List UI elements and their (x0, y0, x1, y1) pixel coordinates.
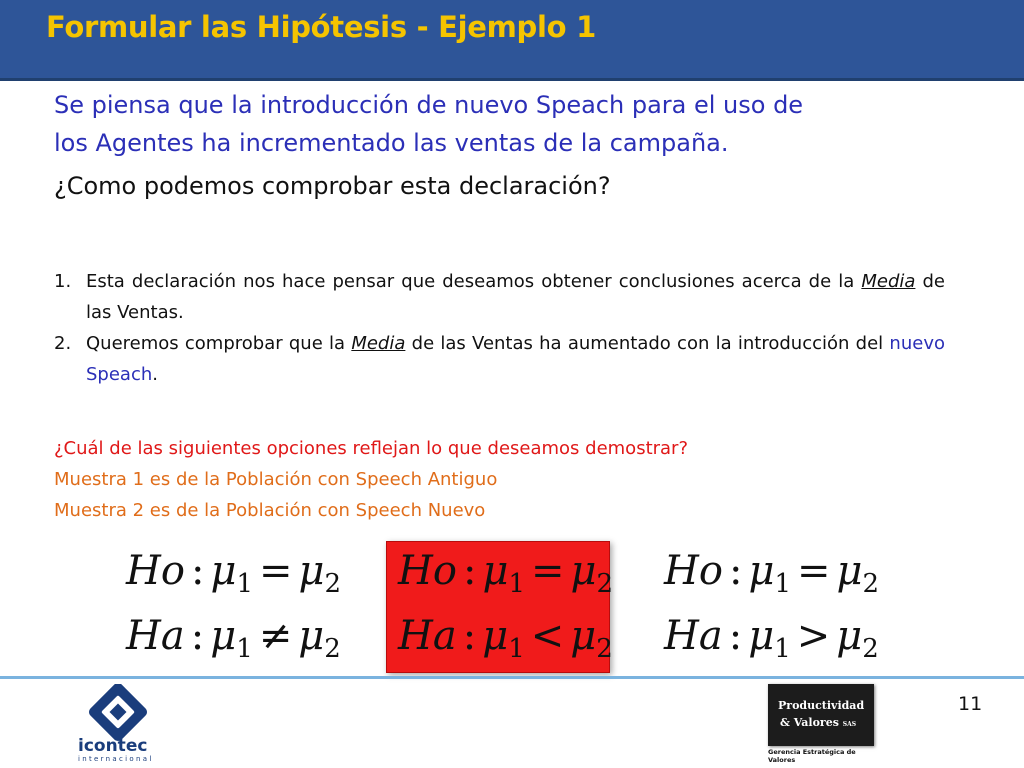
hypothesis-null-option-3 (664, 548, 879, 599)
list-text: . (152, 364, 158, 385)
list-number: 1. (54, 271, 72, 292)
list-text: de las Ventas ha aumentado con la introducción del (411, 333, 884, 354)
list-number: 2. (54, 333, 72, 354)
math-symbol: Ha (126, 613, 185, 659)
math-symbol: : (728, 613, 743, 659)
title-bar (0, 0, 1024, 81)
math-symbol: Ho (398, 548, 457, 594)
hypothesis-alt-option-2 (398, 613, 613, 664)
intro-line-1: Se piensa que la introducción de nuevo Speach para el uso de (54, 91, 804, 119)
math-symbol: μ (570, 548, 597, 594)
math-symbol: Ho (126, 548, 185, 594)
numbered-list (54, 266, 945, 390)
math-symbol: 2 (596, 634, 613, 664)
icontec-logo-subtitle: internacional (78, 755, 154, 763)
math-symbol: Ha (664, 613, 723, 659)
math-symbol: μ (482, 548, 509, 594)
math-symbol: 1 (508, 634, 525, 664)
sample-1-text: Muestra 1 es de la Población con Speech Antiguo (54, 469, 498, 490)
icontec-logo-name: icontec (78, 736, 148, 756)
math-symbol: 1 (236, 569, 253, 599)
math-symbol: μ (748, 548, 775, 594)
list-item (54, 266, 945, 328)
list-text: de las Ventas. (86, 271, 945, 323)
math-symbol: ≠ (258, 613, 293, 659)
hypothesis-alt-option-1 (126, 613, 341, 664)
productividad-valores-tagline: Gerencia Estratégica de Valores (768, 748, 856, 764)
options-block (54, 433, 688, 526)
math-symbol: 2 (862, 569, 880, 599)
math-symbol: μ (570, 613, 597, 659)
sample-2-text: Muestra 2 es de la Población con Speech Nuevo (54, 500, 486, 521)
math-symbol: 2 (324, 634, 341, 664)
math-symbol: Ho (664, 548, 723, 594)
math-symbol: Ha (398, 613, 457, 659)
logo-line-1: Productividad (778, 699, 865, 712)
math-symbol: 1 (508, 569, 525, 599)
math-symbol: 2 (596, 569, 614, 599)
intro-text (54, 86, 954, 162)
list-item (54, 328, 945, 390)
options-question: ¿Cuál de las siguientes opciones reflejan lo que deseamos demostrar? (54, 438, 689, 459)
math-symbol: μ (482, 613, 509, 659)
math-symbol: μ (298, 613, 325, 659)
logo-line-2-small: SAS (842, 721, 857, 728)
math-symbol: μ (210, 548, 237, 594)
math-symbol: μ (748, 613, 775, 659)
math-symbol: 1 (774, 634, 791, 664)
math-symbol: 1 (236, 634, 253, 664)
productividad-valores-logo (768, 684, 874, 746)
math-symbol: 2 (324, 569, 342, 599)
math-symbol: μ (836, 548, 863, 594)
math-symbol: 2 (862, 634, 879, 664)
intro-line-2: los Agentes ha incrementado las ventas de la campaña. (54, 129, 729, 157)
hypothesis-null-option-2 (398, 548, 613, 599)
hypothesis-alt-option-3 (664, 613, 879, 664)
math-symbol: = (531, 548, 565, 594)
math-symbol: μ (298, 548, 325, 594)
logo-line-2-text: & Valores (780, 716, 839, 729)
math-symbol: < (530, 613, 565, 659)
math-symbol: = (797, 548, 831, 594)
math-symbol: : (190, 548, 205, 594)
list-text: Queremos comprobar que la (86, 333, 346, 354)
math-symbol: > (796, 613, 831, 659)
list-emphasis: Media (351, 333, 406, 354)
page-number: 11 (958, 693, 983, 715)
list-highlight: nuevo Speach (86, 333, 945, 385)
math-symbol: : (728, 548, 743, 594)
math-symbol: : (190, 613, 205, 659)
math-symbol: μ (210, 613, 237, 659)
math-symbol: : (462, 548, 477, 594)
list-text: Esta declaración nos hace pensar que deseamos obtener conclusiones acerca de la (86, 271, 855, 292)
intro-question: ¿Como podemos comprobar esta declaración? (54, 172, 611, 200)
math-symbol: : (462, 613, 477, 659)
math-symbol: μ (836, 613, 863, 659)
logo-line-2 (780, 716, 856, 729)
list-emphasis: Media (861, 271, 916, 292)
hypothesis-null-option-1 (126, 548, 341, 599)
math-symbol: = (259, 548, 293, 594)
math-symbol: 1 (774, 569, 791, 599)
footer-divider (0, 676, 1024, 679)
slide-title: Formular las Hipótesis - Ejemplo 1 (46, 10, 596, 44)
